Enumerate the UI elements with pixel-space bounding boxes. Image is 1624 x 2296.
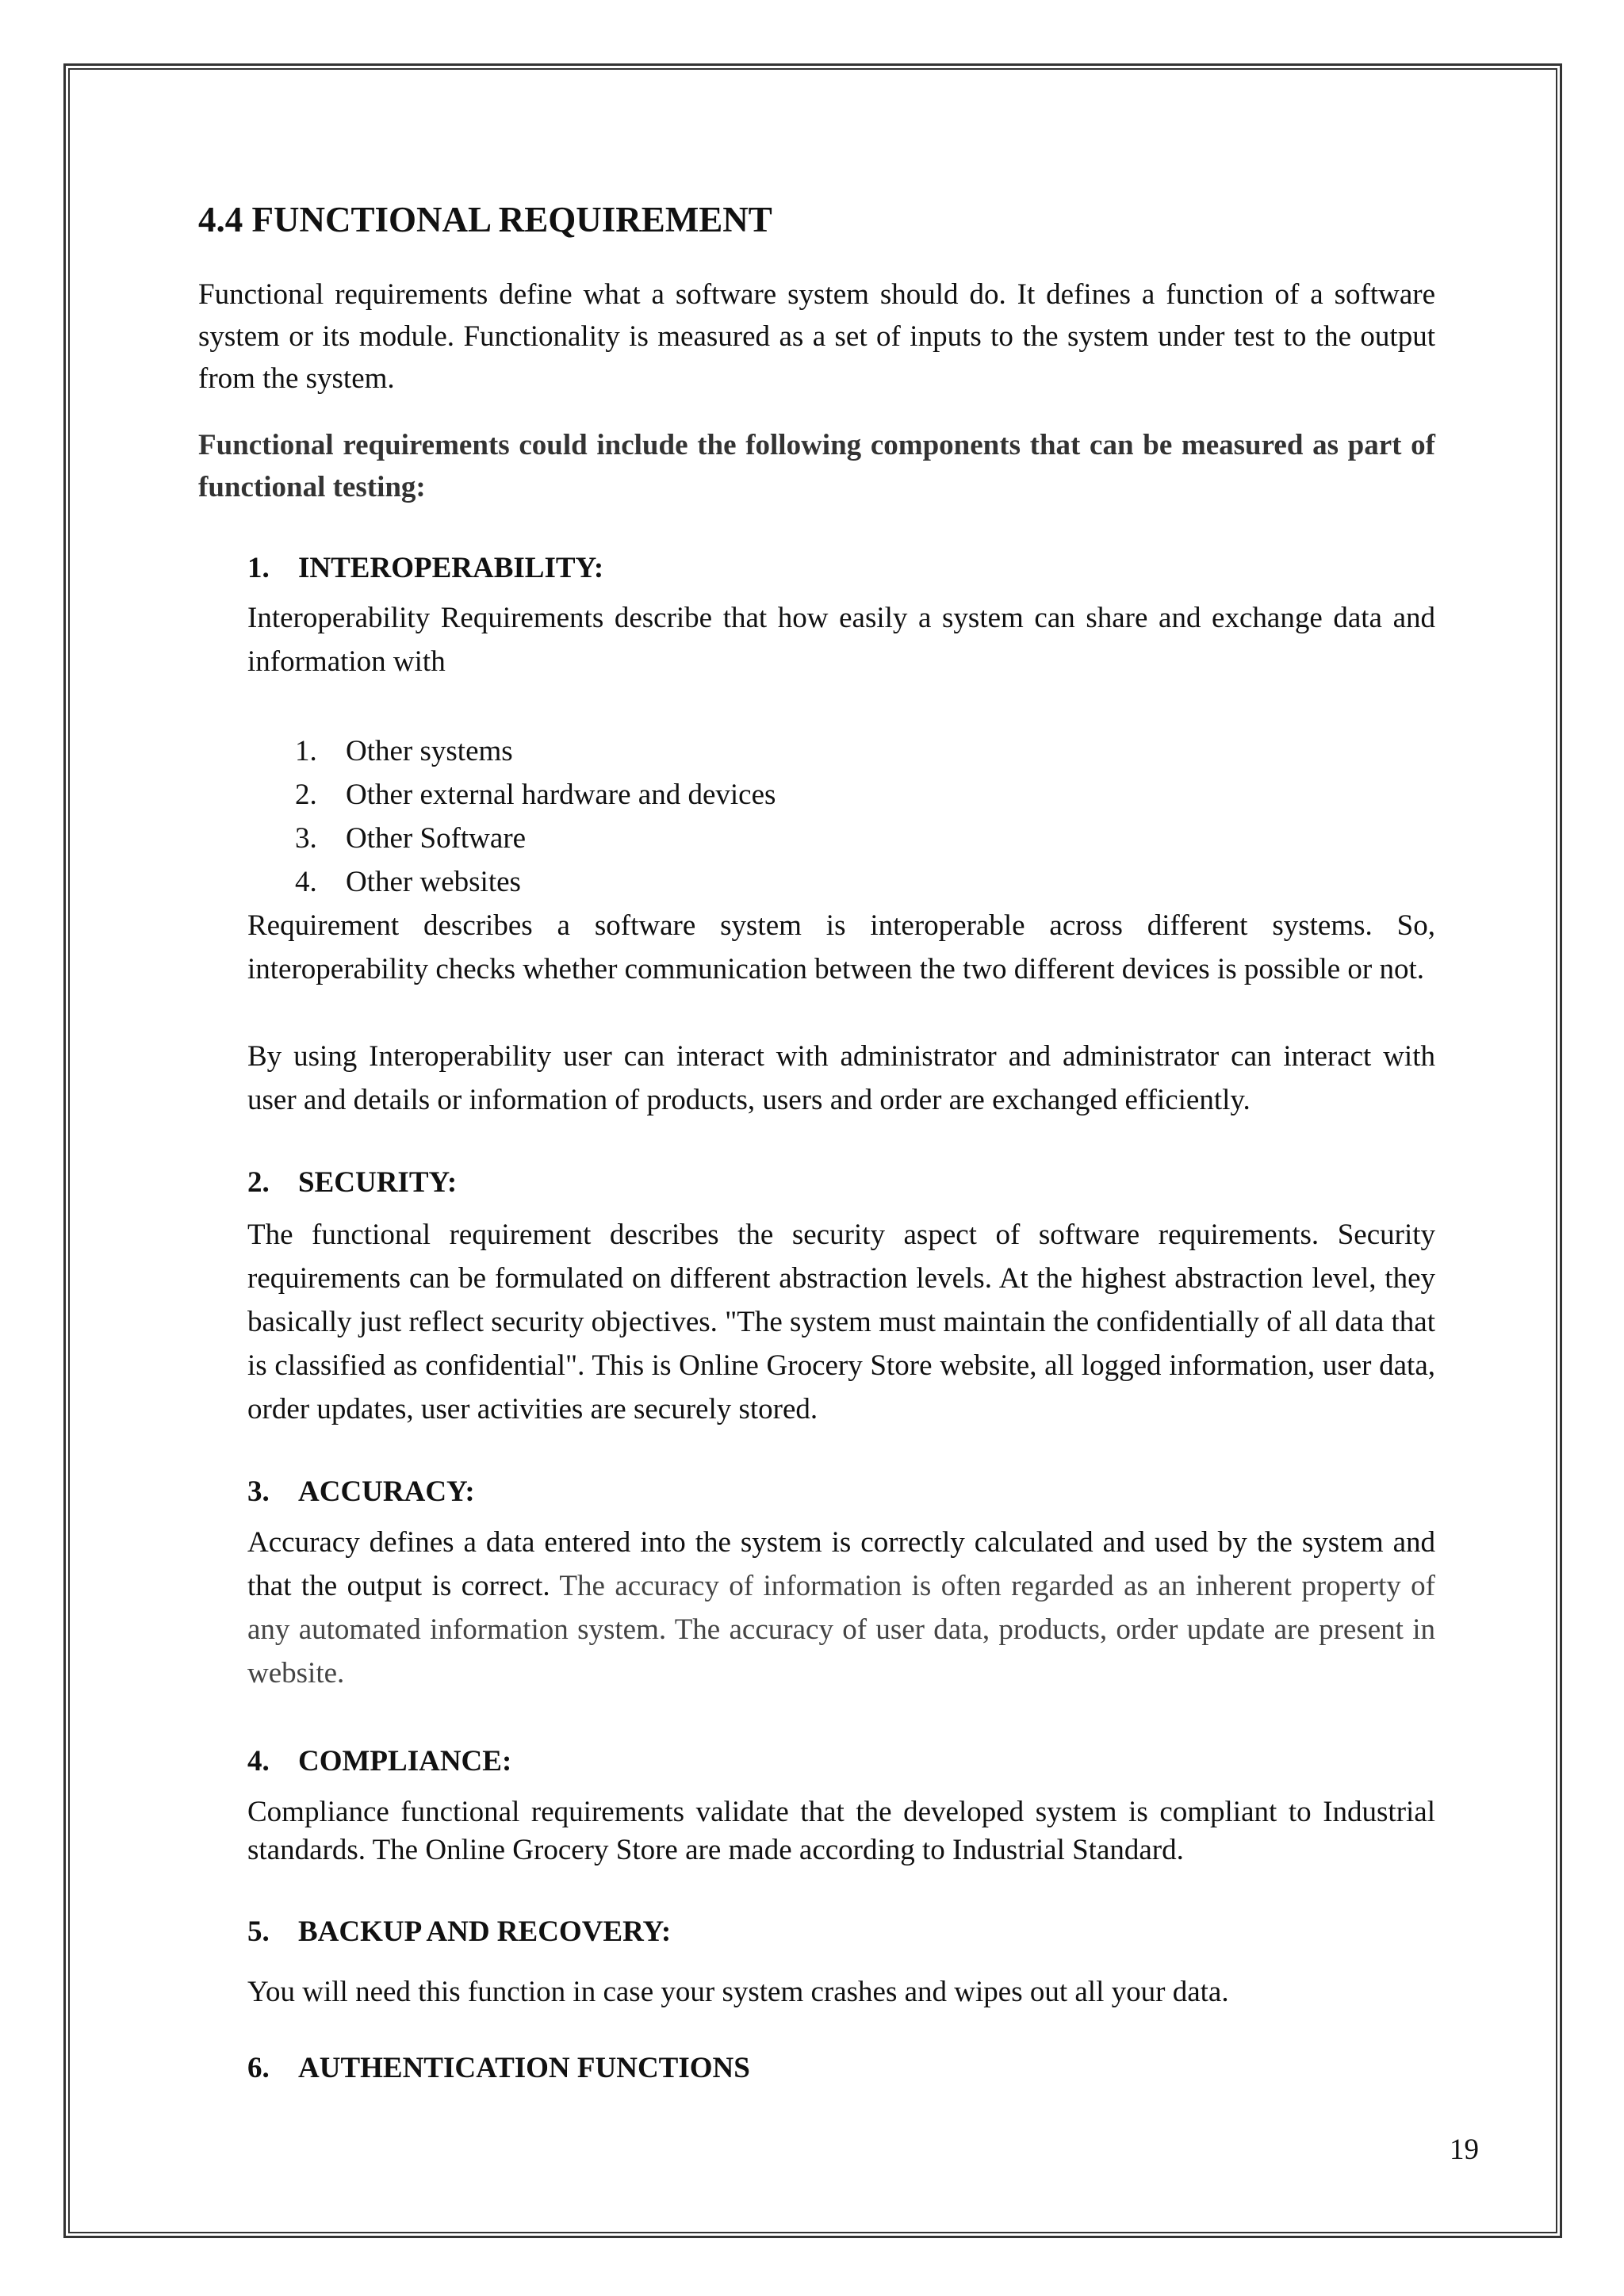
accuracy-text-b: The accuracy of information is often regarded as an inherent property of any automated information system. The accuracy of user data, products, order update are present in website. xyxy=(247,1570,1435,1689)
heading-number: 1. xyxy=(247,552,270,584)
heading-label: AUTHENTICATION FUNCTIONS xyxy=(298,2052,750,2084)
heading-accuracy xyxy=(247,1471,475,1513)
heading-label: ACCURACY: xyxy=(298,1475,475,1508)
heading-number: 3. xyxy=(247,1475,270,1508)
interoperability-after-2: By using Interoperability user can interact with administrator and administrator can interact with user and details or information of products, users and order are exchanged efficiently. xyxy=(247,1040,1435,1116)
heading-label: INTEROPERABILITY: xyxy=(298,552,604,584)
intro-paragraph: Functional requirements define what a software system should do. It defines a function of a software system or its module. Functionality is measured as a set of inputs to the system under test to the output from the system. xyxy=(198,278,1435,395)
interoperability-text: Interoperability Requirements describe that how easily a system can share and exchange data and information with xyxy=(247,602,1435,678)
compliance-text: Compliance functional requirements validate that the developed system is compliant to Industrial standards. The Online Grocery Store are made according to Industrial Standard. xyxy=(247,1796,1435,1866)
heading-label: COMPLIANCE: xyxy=(298,1745,512,1777)
heading-number: 2. xyxy=(247,1166,270,1199)
list-item: 1. Other systems xyxy=(295,735,513,767)
heading-number: 4. xyxy=(247,1745,270,1777)
interoperability-list xyxy=(295,729,776,904)
backup-text: You will need this function in case your system crashes and wipes out all your data. xyxy=(247,1976,1229,2008)
interoperability-after-1: Requirement describes a software system is interoperable across different systems. So, interoperability checks whether communication between the two different devices is possible or not. xyxy=(247,909,1435,985)
accuracy-text-a: Accuracy defines a data entered into the system is correctly calculated and used by the system and that the output is correct. xyxy=(247,1526,1435,1602)
page-number: 19 xyxy=(1450,2133,1479,2166)
list-item: 2. Other external hardware and devices xyxy=(295,779,776,811)
heading-interoperability xyxy=(247,547,603,589)
list-item: 3. Other Software xyxy=(295,822,527,855)
accuracy-text xyxy=(247,1521,1435,1695)
heading-security xyxy=(247,1161,457,1203)
heading-label: BACKUP AND RECOVERY: xyxy=(298,1915,672,1948)
components-lead: Functional requirements could include the following components that can be measured as part of functional testing: xyxy=(198,429,1435,503)
heading-number: 5. xyxy=(247,1915,270,1948)
heading-compliance xyxy=(247,1740,511,1782)
section-title: 4.4 FUNCTIONAL REQUIREMENT xyxy=(198,200,772,239)
heading-number: 6. xyxy=(247,2052,270,2084)
list-item: 4. Other websites xyxy=(295,866,521,898)
heading-label: SECURITY: xyxy=(298,1166,458,1199)
security-text: The functional requirement describes the security aspect of software requirements. Security requirements can be formulated on different abstraction levels. At the highest abstraction level, they basically just reflect security objectives. "The system must maintain the confidentially of all data that is classified as confidential". This is Online Grocery Store website, all logged information, user data, order updates, user activities are securely stored. xyxy=(247,1219,1435,1425)
heading-authentication xyxy=(247,2047,750,2089)
heading-backup xyxy=(247,1911,671,1953)
